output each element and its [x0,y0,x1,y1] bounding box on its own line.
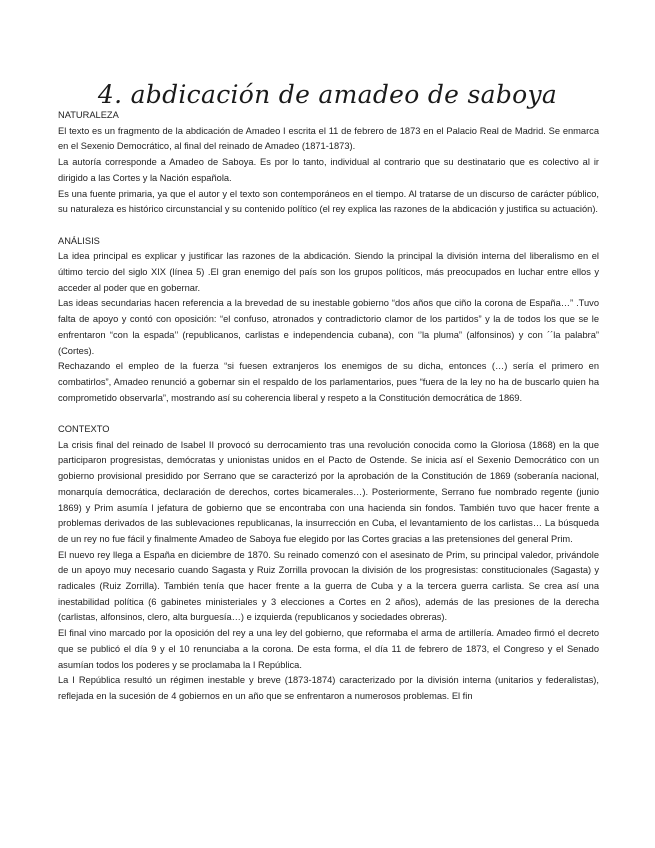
section-heading: ANÁLISIS [58,235,100,246]
spacer [58,218,599,234]
spacer [58,406,599,422]
section-heading: NATURALEZA [58,110,119,120]
paragraph: El nuevo rey llega a España en diciembre de 1870. Su reinado comenzó con el asesinato de Prim, su principal valedor, privándole de un apoyo muy necesario cuando Sagasta y Ruiz Zorrilla provocan la división de los progresistas: constitucionales (Sagasta) y radicales (Ruiz Zorrilla). También tenía que hacer frente a la guerra de Cuba y a la tercera guerra carlista. Se crea así una inestabilidad política (6 gabinetes ministeriales y 3 elecciones a Cortes en 2 años), además de las presiones de la derecha (carlistas, alfonsinos, clero, alta burguesía…) e izquierda (republicanos y sociedades obreras). [58,549,599,623]
paragraph: La autoría corresponde a Amadeo de Saboya. Es por lo tanto, individual al contrario que su destinatario que es colectivo al ir dirigido a las Cortes y la Nación española. [58,157,599,183]
page-title: 4. abdicación de amadeo de saboya [97,80,558,109]
paragraph: El texto es un fragmento de la abdicación de Amadeo I escrita el 11 de febrero de 1873 en el Palacio Real de Madrid. Se enmarca en el Sexenio Democrático, al final del reinado de Amadeo (1871-1873). [58,125,599,152]
section-heading: CONTEXTO [58,424,110,435]
paragraph: Rechazando el empleo de la fuerza “si fuesen extranjeros los enemigos de su dicha, entonces (…) sería el primero en combatirlos”, Amadeo renunció a gobernar sin el respaldo de los parlamentarios, pues “fuera de la ley no ha de buscarlo quien ha comprometido observarla”, mostrando así su coherencia liberal y respeto a la Constitución democrática de 1869. [58,361,599,403]
section-analisis [58,234,599,407]
document-body [58,108,599,705]
paragraph: La idea principal es explicar y justificar las razones de la abdicación. Siendo la principal la división interna del liberalismo en el último tercio del siglo XIX (línea 5) .El gran enemigo del país son los grupos políticos, más preocupados en luchar entre ellos y acceder al poder que en gobernar. [58,251,599,293]
section-contexto [58,422,599,705]
paragraph: La crisis final del reinado de Isabel II provocó su derrocamiento tras una revolución conocida como la Gloriosa (1868) en la que participaron progresistas, demócratas y unionistas unidos en el Pacto de Ostende. Se inicia así el Sexenio Democrático con un gobierno provisional presidido por Serrano que se caracterizó por la aprobación de la Constitución de 1869 (soberanía nacional, monarquía democrática, declaración de derechos, cortes bicamerales…). Posteriormente, Serrano fue nombrado regente (junio 1869) y Prim asumía l jefatura de gobierno que se encontraba con una hacienda sin fondos. También tuvo que hacer frente a problemas derivados de las sublevaciones republicanas, la insurrección en Cuba, el levantamiento de los carlistas… La búsqueda de un rey no fue fácil y finalmente Amadeo de Saboya fue elegido por las Cortes gracias a las pretensiones del general Prim. [58,439,599,544]
paragraph: Es una fuente primaria, ya que el autor y el texto son contemporáneos en el tiempo. Al tratarse de un discurso de carácter público, su naturaleza es histórico circunstancial y su contenido político (el rey explica las razones de la abdicación y justifica su actuación). [58,188,599,215]
paragraph: La I República resultó un régimen inestable y breve (1873-1874) caracterizado por la división interna (unitarios y federalistas), reflejada en la sucesión de 4 gobiernos en un año que se enfrentaron a numerosos problemas. El fin [58,675,599,701]
section-naturaleza [58,108,599,218]
paragraph: El final vino marcado por la oposición del rey a una ley del gobierno, que reformaba el arma de artillería. Amadeo firmó el decreto que se publicó el día 9 y el 10 renunciaba a la corona. De esta forma, el día 11 de febrero de 1873, el Congreso y el Senado asumían todos los poderes y se proclamaba la I República. [58,628,599,670]
paragraph: Las ideas secundarias hacen referencia a la brevedad de su inestable gobierno “dos años que ciño la corona de España…” .Tuvo falta de apoyo y contó con oposición: “el confuso, atronados y contradictorio clamor de los partidos” y la de todos los que se le enfrentaron “con la espada’’ (republicanos, carlistas e independencia cubana), con ‘’la pluma” (alfonsinos) y con ´´la palabra” (Cortes). [58,298,599,356]
